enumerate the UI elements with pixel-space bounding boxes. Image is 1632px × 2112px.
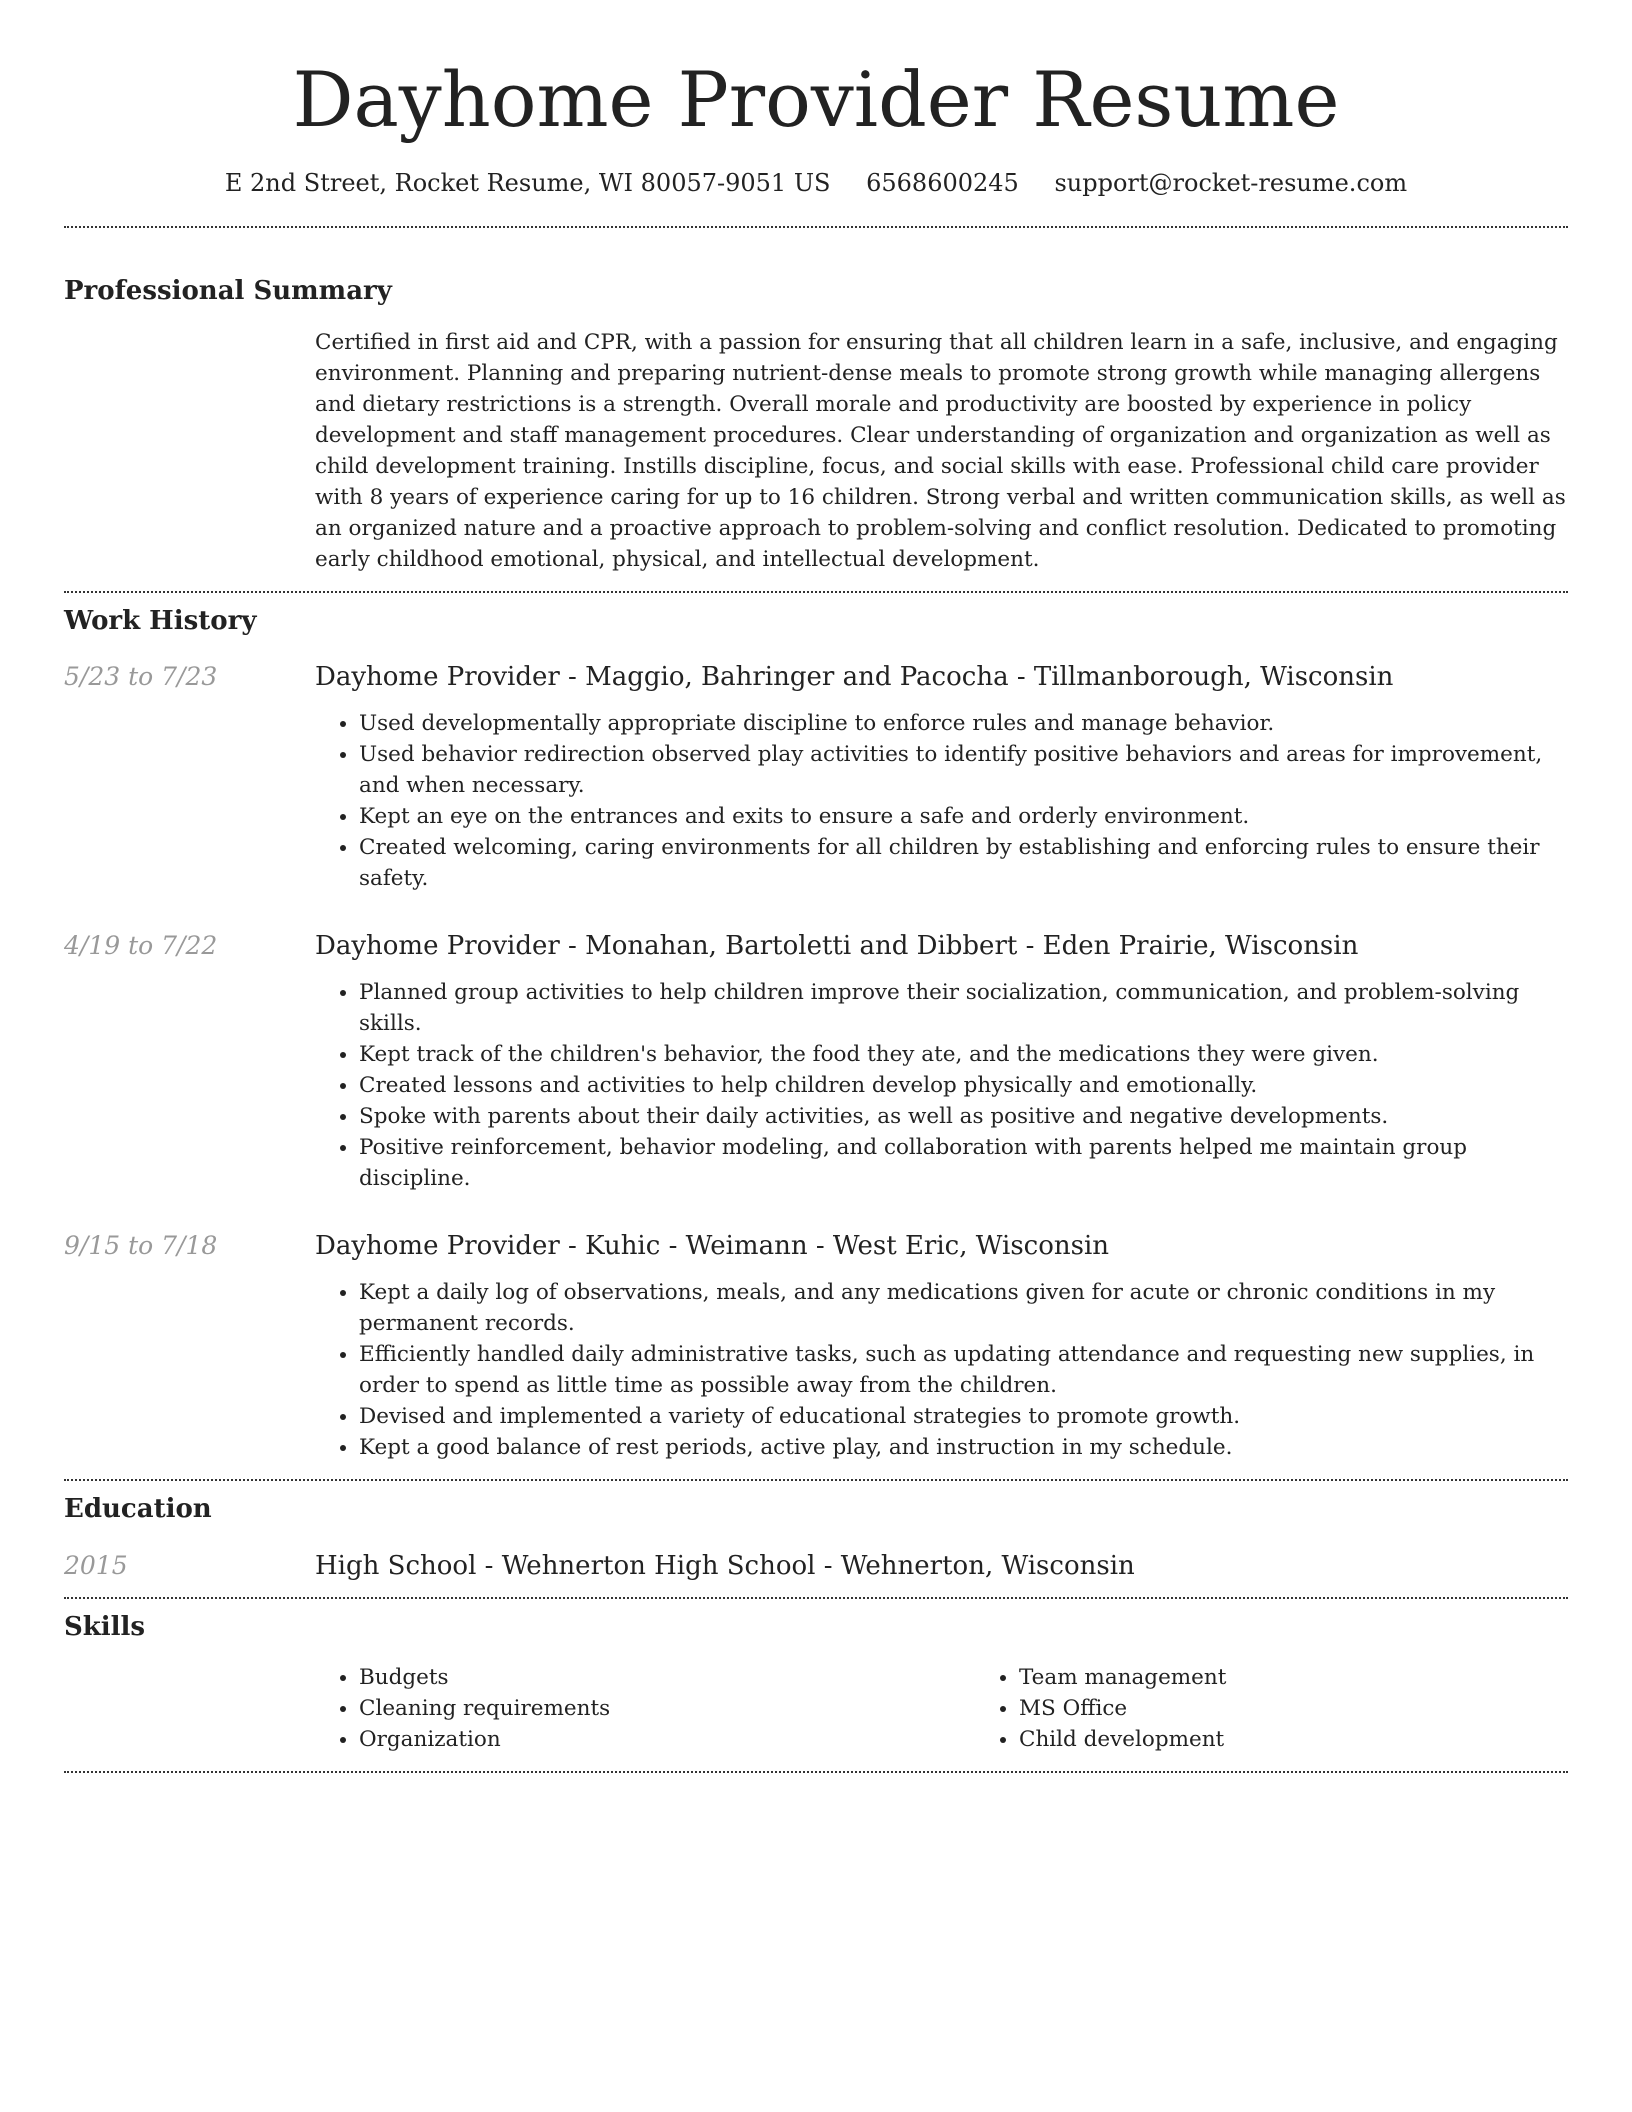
work-heading: Work History xyxy=(64,606,257,636)
education-heading: Education xyxy=(64,1494,212,1524)
job-heading: Dayhome Provider - Monahan, Bartoletti and Dibbert - Eden Prairie, Wisconsin xyxy=(315,931,1359,961)
job-bullets xyxy=(315,708,1568,894)
job-heading: Dayhome Provider - Kuhic - Weimann - West Eric, Wisconsin xyxy=(315,1231,1110,1261)
summary-heading: Professional Summary xyxy=(64,276,392,306)
list-item: • Kept an eye on the entrances and exits to ensure a safe and orderly environment. xyxy=(359,801,1568,832)
education-entry xyxy=(64,1549,1568,1583)
list-item: • Planned group activities to help children improve their socialization, communication, and problem-solving skills. xyxy=(359,977,1568,1039)
resume-title: Dayhome Provider Resume xyxy=(292,55,1340,144)
job-bullets xyxy=(315,977,1568,1194)
job-dates: 5/23 to 7/23 xyxy=(64,662,218,691)
list-item: • Used behavior redirection observed play activities to identify positive behaviors and areas for improvement, and when necessary. xyxy=(359,739,1568,801)
job-entry xyxy=(64,929,1568,1194)
job-entry xyxy=(64,1229,1568,1463)
list-item: • Kept a good balance of rest periods, active play, and instruction in my schedule. xyxy=(359,1432,1568,1463)
contact-email: support@rocket-resume.com xyxy=(1054,169,1408,197)
skill-item: • Cleaning requirements xyxy=(359,1693,975,1724)
list-item: • Kept track of the children's behavior, the food they ate, and the medications they were given. xyxy=(359,1039,1568,1070)
skills-column-1 xyxy=(315,1662,975,1755)
contact-phone: 6568600245 xyxy=(866,169,1019,197)
list-item: • Spoke with parents about their daily activities, as well as positive and negative developments. xyxy=(359,1101,1568,1132)
skills-column-2 xyxy=(975,1662,1632,1755)
summary-section xyxy=(64,228,1568,575)
education-section xyxy=(64,1481,1568,1583)
skill-item: • Team management xyxy=(1019,1662,1632,1693)
skill-item: • Child development xyxy=(1019,1724,1632,1755)
divider xyxy=(64,1771,1568,1773)
list-item: • Used developmentally appropriate discipline to enforce rules and manage behavior. xyxy=(359,708,1568,739)
list-item: • Devised and implemented a variety of educational strategies to promote growth. xyxy=(359,1401,1568,1432)
job-entry xyxy=(64,660,1568,894)
education-year: 2015 xyxy=(64,1551,128,1580)
list-item: • Kept a daily log of observations, meals, and any medications given for acute or chronic conditions in my permanent records. xyxy=(359,1277,1568,1339)
list-item: • Created welcoming, caring environments for all children by establishing and enforcing rules to ensure their safety. xyxy=(359,832,1568,894)
summary-text: Certified in first aid and CPR, with a passion for ensuring that all children learn in a safe, inclusive, and engaging environment. Planning and preparing nutrient-dense meals to promote strong growth while managing allergens and dietary restrictions is a strength. Overall morale and productivity are boosted by experience in policy development and staff management procedures. Clear understanding of organization and organization as well as child development training. Instills discipline, focus, and social skills with ease. Professional child care provider with 8 years of experience caring for up to 16 children. Strong verbal and written communication skills, as well as an organized nature and a proactive approach to problem-solving and conflict resolution. Dedicated to promoting early childhood emotional, physical, and intellectual development. xyxy=(315,330,1566,572)
job-dates: 9/15 to 7/18 xyxy=(64,1231,218,1260)
contact-line xyxy=(64,166,1568,200)
skill-item: • Budgets xyxy=(359,1662,975,1693)
skill-item: • Organization xyxy=(359,1724,975,1755)
skills-section xyxy=(64,1599,1568,1755)
job-bullets xyxy=(315,1277,1568,1463)
job-dates: 4/19 to 7/22 xyxy=(64,931,218,960)
contact-address: E 2nd Street, Rocket Resume, WI 80057-9051 US xyxy=(224,169,831,197)
job-heading: Dayhome Provider - Maggio, Bahringer and Pacocha - Tillmanborough, Wisconsin xyxy=(315,662,1394,692)
resume-page xyxy=(64,0,1568,1773)
work-section xyxy=(64,593,1568,1463)
list-item: • Created lessons and activities to help children develop physically and emotionally. xyxy=(359,1070,1568,1101)
list-item: • Efficiently handled daily administrative tasks, such as updating attendance and requesting new supplies, in order to spend as little time as possible away from the children. xyxy=(359,1339,1568,1401)
skills-heading: Skills xyxy=(64,1612,146,1642)
education-heading-line: High School - Wehnerton High School - Wehnerton, Wisconsin xyxy=(315,1551,1135,1581)
skill-item: • MS Office xyxy=(1019,1693,1632,1724)
list-item: • Positive reinforcement, behavior modeling, and collaboration with parents helped me maintain group discipline. xyxy=(359,1132,1568,1194)
skills-grid xyxy=(315,1662,1632,1755)
